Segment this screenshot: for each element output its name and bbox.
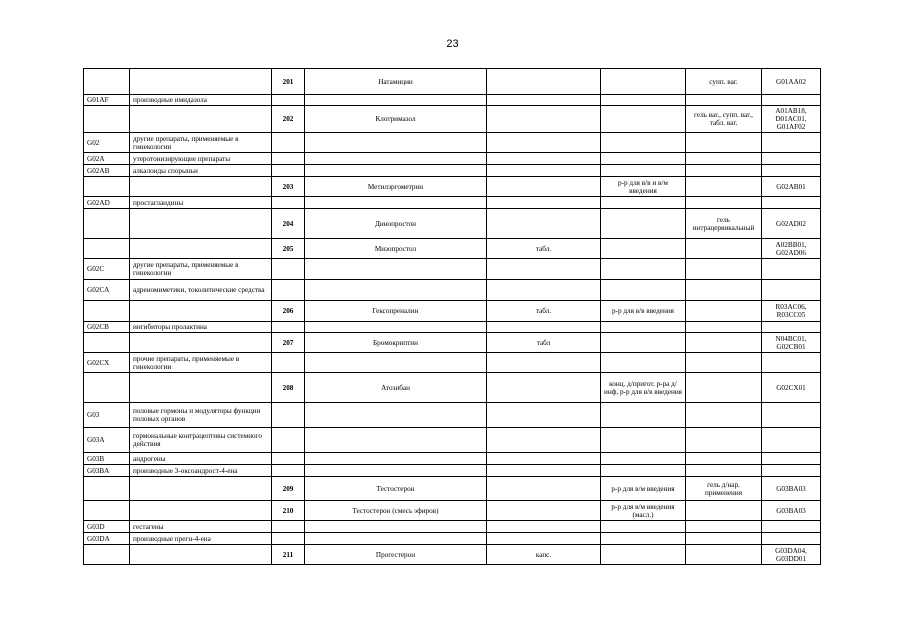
table-row — [84, 259, 821, 280]
drug-name — [305, 465, 487, 477]
dosage-form-injection — [601, 95, 686, 106]
dosage-form-other — [686, 153, 762, 165]
atc-group-code: G02 — [84, 133, 130, 153]
dosage-form-injection — [601, 521, 686, 533]
dosage-form-other: гель ваг., супп. ваг., табл. ваг. — [686, 106, 762, 133]
drug-name: Гексопреналин — [305, 301, 487, 322]
dosage-form-oral — [487, 106, 601, 133]
dosage-form-other — [686, 521, 762, 533]
dosage-form-other — [686, 177, 762, 197]
dosage-form-injection: р-р для в/в введения — [601, 301, 686, 322]
dosage-form-other — [686, 95, 762, 106]
atc-code — [762, 453, 821, 465]
dosage-form-injection — [601, 133, 686, 153]
dosage-form-injection — [601, 239, 686, 259]
atc-code — [762, 322, 821, 333]
atc-code: G03DA04, G03DD01 — [762, 545, 821, 565]
dosage-form-other — [686, 322, 762, 333]
row-number — [272, 465, 305, 477]
atc-group-code: G02AB — [84, 165, 130, 177]
group-name — [130, 373, 272, 403]
row-number — [272, 521, 305, 533]
atc-code — [762, 533, 821, 545]
group-name — [130, 209, 272, 239]
group-name: прочие препараты, применяемые в гинекологии — [130, 353, 272, 373]
dosage-form-injection: р-р для в/в и в/м введения — [601, 177, 686, 197]
dosage-form-injection — [601, 165, 686, 177]
dosage-form-other — [686, 239, 762, 259]
dosage-form-oral — [487, 259, 601, 280]
group-name — [130, 477, 272, 501]
drug-name — [305, 153, 487, 165]
atc-group-code: G03A — [84, 428, 130, 453]
atc-code — [762, 403, 821, 428]
row-number: 210 — [272, 501, 305, 521]
dosage-form-other — [686, 165, 762, 177]
row-number — [272, 95, 305, 106]
dosage-form-other: гель интрацервикальный — [686, 209, 762, 239]
dosage-form-oral — [487, 521, 601, 533]
dosage-form-oral — [487, 69, 601, 95]
dosage-form-oral: капс. — [487, 545, 601, 565]
dosage-form-injection: р-р для в/м введения — [601, 477, 686, 501]
dosage-form-other — [686, 533, 762, 545]
group-name: адреномиметики, токолитические средства — [130, 280, 272, 301]
dosage-form-other — [686, 333, 762, 353]
table-row — [84, 197, 821, 209]
table-row — [84, 477, 821, 501]
atc-group-code — [84, 239, 130, 259]
dosage-form-injection — [601, 280, 686, 301]
atc-group-code — [84, 69, 130, 95]
dosage-form-other — [686, 280, 762, 301]
drug-name: Атозибан — [305, 373, 487, 403]
atc-group-code: G02CB — [84, 322, 130, 333]
dosage-form-other — [686, 373, 762, 403]
dosage-form-oral — [487, 153, 601, 165]
drug-name — [305, 259, 487, 280]
row-number — [272, 453, 305, 465]
atc-group-code: G02CA — [84, 280, 130, 301]
row-number — [272, 353, 305, 373]
group-name: другие препараты, применяемые в гинекологии — [130, 259, 272, 280]
dosage-form-injection — [601, 545, 686, 565]
dosage-form-oral — [487, 453, 601, 465]
atc-code — [762, 259, 821, 280]
drug-table — [83, 68, 821, 565]
row-number — [272, 165, 305, 177]
atc-group-code: G02AD — [84, 197, 130, 209]
drug-name — [305, 453, 487, 465]
table-body — [84, 69, 821, 565]
row-number: 211 — [272, 545, 305, 565]
row-number: 208 — [272, 373, 305, 403]
drug-name: Клотримазол — [305, 106, 487, 133]
drug-name: Бромокриптин — [305, 333, 487, 353]
atc-group-code — [84, 477, 130, 501]
dosage-form-injection — [601, 153, 686, 165]
dosage-form-oral — [487, 95, 601, 106]
dosage-form-other — [686, 545, 762, 565]
atc-group-code — [84, 333, 130, 353]
table-row — [84, 428, 821, 453]
drug-name — [305, 403, 487, 428]
atc-code — [762, 353, 821, 373]
table-row — [84, 501, 821, 521]
table-row — [84, 533, 821, 545]
dosage-form-oral — [487, 428, 601, 453]
atc-code: R03AC06, R03CC05 — [762, 301, 821, 322]
table-row — [84, 153, 821, 165]
group-name: производные имидазола — [130, 95, 272, 106]
dosage-form-other — [686, 259, 762, 280]
atc-code: G01AA02 — [762, 69, 821, 95]
row-number: 204 — [272, 209, 305, 239]
group-name: производные 3-оксоандрост-4-ена — [130, 465, 272, 477]
group-name — [130, 177, 272, 197]
dosage-form-other — [686, 501, 762, 521]
drug-name — [305, 322, 487, 333]
atc-group-code — [84, 545, 130, 565]
atc-code: A02BB01, G02AD06 — [762, 239, 821, 259]
row-number — [272, 428, 305, 453]
atc-code: G03BA03 — [762, 477, 821, 501]
row-number — [272, 133, 305, 153]
row-number: 201 — [272, 69, 305, 95]
table-row — [84, 373, 821, 403]
row-number: 209 — [272, 477, 305, 501]
table-row — [84, 177, 821, 197]
table-row — [84, 521, 821, 533]
group-name: простагландины — [130, 197, 272, 209]
table-row — [84, 280, 821, 301]
dosage-form-other: гель д/нар. применения — [686, 477, 762, 501]
atc-code — [762, 428, 821, 453]
dosage-form-other — [686, 133, 762, 153]
dosage-form-oral: табл. — [487, 239, 601, 259]
table-row — [84, 301, 821, 322]
dosage-form-oral: табл — [487, 333, 601, 353]
atc-group-code: G03B — [84, 453, 130, 465]
row-number — [272, 403, 305, 428]
drug-name — [305, 533, 487, 545]
dosage-form-oral — [487, 353, 601, 373]
dosage-form-other — [686, 301, 762, 322]
drug-name: Динопростон — [305, 209, 487, 239]
dosage-form-oral — [487, 373, 601, 403]
dosage-form-oral — [487, 501, 601, 521]
dosage-form-injection — [601, 353, 686, 373]
atc-code: N04BC01, G02CB01 — [762, 333, 821, 353]
dosage-form-oral — [487, 477, 601, 501]
row-number: 207 — [272, 333, 305, 353]
dosage-form-injection — [601, 403, 686, 428]
atc-code: G02CX01 — [762, 373, 821, 403]
dosage-form-other — [686, 353, 762, 373]
group-name — [130, 333, 272, 353]
row-number: 203 — [272, 177, 305, 197]
table-row — [84, 353, 821, 373]
atc-code — [762, 165, 821, 177]
dosage-form-injection — [601, 322, 686, 333]
dosage-form-other — [686, 465, 762, 477]
drug-name: Мизопростол — [305, 239, 487, 259]
group-name — [130, 69, 272, 95]
dosage-form-other — [686, 453, 762, 465]
table-row — [84, 209, 821, 239]
dosage-form-injection: р-р для в/м введения (масл.) — [601, 501, 686, 521]
dosage-form-injection — [601, 533, 686, 545]
drug-name — [305, 353, 487, 373]
drug-name: Тестостерон (смесь эфиров) — [305, 501, 487, 521]
table-row — [84, 106, 821, 133]
atc-group-code — [84, 373, 130, 403]
dosage-form-oral — [487, 209, 601, 239]
atc-group-code: G02CX — [84, 353, 130, 373]
atc-code — [762, 153, 821, 165]
table-row — [84, 69, 821, 95]
atc-group-code — [84, 209, 130, 239]
dosage-form-other — [686, 428, 762, 453]
dosage-form-injection — [601, 259, 686, 280]
dosage-form-oral — [487, 403, 601, 428]
group-name: ингибиторы пролактина — [130, 322, 272, 333]
dosage-form-injection — [601, 69, 686, 95]
group-name — [130, 501, 272, 521]
dosage-form-oral — [487, 197, 601, 209]
dosage-form-oral — [487, 322, 601, 333]
table-row — [84, 465, 821, 477]
row-number — [272, 153, 305, 165]
table-row — [84, 133, 821, 153]
group-name — [130, 301, 272, 322]
dosage-form-oral — [487, 133, 601, 153]
atc-code: G02AD02 — [762, 209, 821, 239]
atc-code — [762, 280, 821, 301]
group-name: алкалоиды спорыньи — [130, 165, 272, 177]
group-name: андрогены — [130, 453, 272, 465]
row-number — [272, 197, 305, 209]
dosage-form-oral — [487, 177, 601, 197]
dosage-form-oral — [487, 465, 601, 477]
drug-name — [305, 197, 487, 209]
table-row — [84, 322, 821, 333]
table-row — [84, 165, 821, 177]
dosage-form-injection — [601, 453, 686, 465]
atc-group-code: G01AF — [84, 95, 130, 106]
atc-code — [762, 95, 821, 106]
atc-code — [762, 133, 821, 153]
atc-group-code: G02C — [84, 259, 130, 280]
row-number — [272, 259, 305, 280]
drug-name — [305, 133, 487, 153]
row-number — [272, 280, 305, 301]
atc-code: G03BA03 — [762, 501, 821, 521]
drug-name — [305, 280, 487, 301]
dosage-form-injection — [601, 209, 686, 239]
drug-name: Тестостерон — [305, 477, 487, 501]
table-row — [84, 95, 821, 106]
atc-group-code — [84, 301, 130, 322]
dosage-form-oral — [487, 280, 601, 301]
group-name — [130, 239, 272, 259]
drug-name: Натамицин — [305, 69, 487, 95]
group-name: гормональные контрацептивы системного действия — [130, 428, 272, 453]
table-row — [84, 403, 821, 428]
dosage-form-other: супп. ваг. — [686, 69, 762, 95]
drug-name: Прогестерон — [305, 545, 487, 565]
atc-group-code: G03 — [84, 403, 130, 428]
atc-code — [762, 465, 821, 477]
atc-group-code: G02A — [84, 153, 130, 165]
dosage-form-oral — [487, 165, 601, 177]
drug-name — [305, 95, 487, 106]
atc-code — [762, 197, 821, 209]
page-number: 23 — [446, 38, 459, 50]
table-row — [84, 545, 821, 565]
dosage-form-injection — [601, 465, 686, 477]
dosage-form-injection: конц. д/пригот. р-ра д/инф, р-р для в/в введения — [601, 373, 686, 403]
atc-group-code — [84, 501, 130, 521]
drug-name: Метилэргометрин — [305, 177, 487, 197]
row-number — [272, 533, 305, 545]
dosage-form-injection — [601, 333, 686, 353]
group-name — [130, 545, 272, 565]
dosage-form-injection — [601, 197, 686, 209]
table-row — [84, 239, 821, 259]
dosage-form-injection — [601, 106, 686, 133]
row-number — [272, 322, 305, 333]
dosage-form-oral — [487, 533, 601, 545]
atc-code — [762, 521, 821, 533]
dosage-form-injection — [601, 428, 686, 453]
atc-group-code: G03D — [84, 521, 130, 533]
row-number: 202 — [272, 106, 305, 133]
atc-code: A01AB18, D01AC01, G01AF02 — [762, 106, 821, 133]
dosage-form-oral: табл. — [487, 301, 601, 322]
atc-group-code — [84, 177, 130, 197]
group-name: половые гормоны и модуляторы функции половых органов — [130, 403, 272, 428]
atc-group-code: G03BA — [84, 465, 130, 477]
group-name: гестагены — [130, 521, 272, 533]
drug-name — [305, 165, 487, 177]
dosage-form-other — [686, 403, 762, 428]
atc-group-code — [84, 106, 130, 133]
group-name: производные прегн-4-ена — [130, 533, 272, 545]
row-number: 206 — [272, 301, 305, 322]
group-name: утеротонизирующие препараты — [130, 153, 272, 165]
dosage-form-other — [686, 197, 762, 209]
atc-code: G02AB01 — [762, 177, 821, 197]
group-name: другие препараты, применяемые в гинекологии — [130, 133, 272, 153]
table-row — [84, 333, 821, 353]
drug-name — [305, 428, 487, 453]
group-name — [130, 106, 272, 133]
atc-group-code: G03DA — [84, 533, 130, 545]
drug-name — [305, 521, 487, 533]
row-number: 205 — [272, 239, 305, 259]
table-row — [84, 453, 821, 465]
